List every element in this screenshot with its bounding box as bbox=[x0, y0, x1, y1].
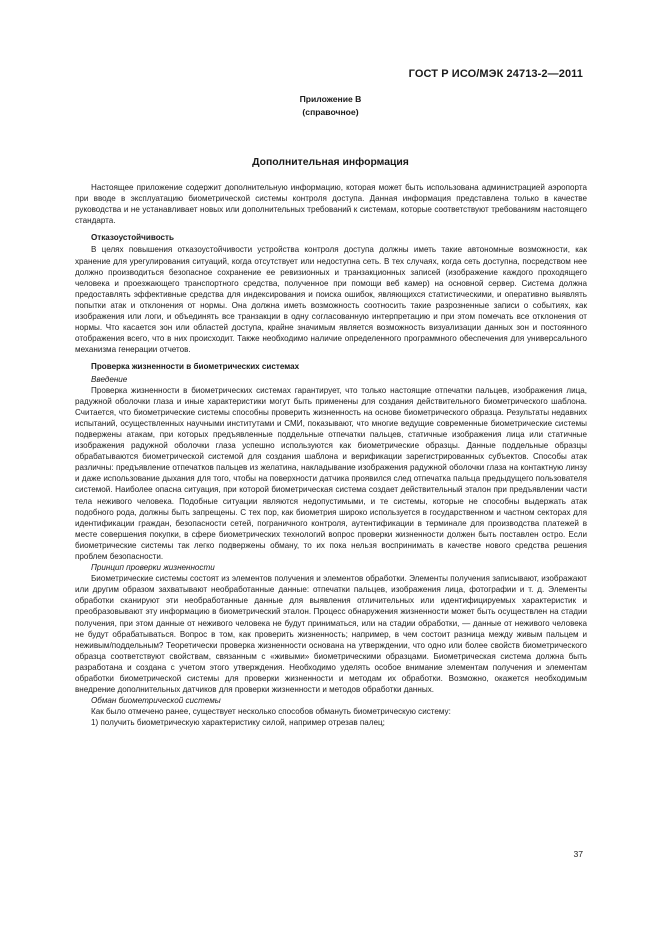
subheading-introduction: Введение bbox=[91, 374, 128, 384]
appendix-type: (справочное) bbox=[302, 107, 359, 117]
subheading-liveness-principle: Принцип проверки жизненности bbox=[91, 563, 215, 573]
section-heading-liveness: Проверка жизненности в биометрических системах bbox=[91, 362, 300, 372]
fault-tolerance-paragraph: В целях повышения отказоустойчивости устройства контроля доступа должны иметь такие автономные возможности, как хранение для урегулирования ситуаций, когда отсутствует или недоступна сеть. В тех случаях, когда сеть доступна, посредством нее должно производиться безопасное сохранение ее ревизионных и транзакционных записей (изображение каждого проходящего человека и проезжающего транспортного средства, полученное при помощи веб камер) на основной сервер. Система должна предоставлять эффективные средства для индексирования и поиска ошибок, являющихся статистическими, и оперативно выявлять попытки атак и отклонения от нормы. Она должна иметь возможность соотносить такие разрозненные записи о событиях, как изображения или логи, и объединять все транзакции в одну согласованную интерпретацию и при этом помечать все отклонения от нормы. Что касается зон или областей доступа, крайне значимым является возможность визуализации данных зон и постоянного отображения всего, что в них происходит. Также необходимо наличие определенного программного обеспечения для универсального механизма генерации отчетов. bbox=[75, 245, 587, 355]
liveness-principle-paragraph: Биометрические системы состоят из элементов получения и элементов обработки. Элементы получения записывают, изображают или другим образом захватывают необработанные данные: отпечатки пальцев, изображения лица, фотографии и т. д. Элементы обработки сканируют эти необработанные данные для выявления отличительных или идентифицируемых характеристик и преобразовывают эту информацию в биометрический эталон. Процесс обнаружения жизненности может быть осуществлен на стадии получения, при этом данные от неживого человека не будут приниматься, или на стадии обработки, — данные от неживого человека не будут обрабатываться. Вопрос в том, как проверить жизненность; например, в чем состоит разница между живым пальцем и неживым/поддельным? Теоретически проверка жизненности основана на утверждении, что одно или более свойств биометрического образца соответствуют свойствам, связанным с «живыми» биометрическими образцами. Биометрическая система должна быть разработана и создана с учетом этого утверждения. Необходимо уделять особое внимание элементам получения и элементам обработки биометрической системы для проверки жизненности и методам их обработки. Возможно, окажется необходимым внедрение дополнительных датчиков для проверки жизненности и методов обработки данных. bbox=[75, 574, 587, 695]
subheading-spoofing: Обман биометрической системы bbox=[91, 696, 221, 706]
standard-designation: ГОСТ Р ИСО/МЭК 24713-2—2011 bbox=[408, 68, 583, 80]
spoofing-paragraph: Как было отмечено ранее, существует несколько способов обмануть биометрическую систему: bbox=[91, 707, 451, 717]
liveness-intro-paragraph: Проверка жизненности в биометрических системах гарантирует, что только настоящие отпечатки пальцев, изображения лица, радужной оболочки глаза и иные характеристики могут быть применены для создания действительного биометрического шаблона. Считается, что биометрические системы способны проверить жизненность на основе биометрического образца. Результаты недавних испытаний, осуществленных научными институтами и СМИ, показывают, что многие ведущие современные биометрические системы подвержены атакам, при которых предъявленные поддельные отпечатки пальцев, статичные изображения лица или статичные изображения радужной оболочки глаза успешно используются как биометрические образцы. Данные поддельные образцы обрабатываются биометрической системой для создания шаблона и верификации зарегистрированных субъектов. Способы атак различны: предъявление отпечатков пальцев из желатина, накладывание изображения радужной оболочки глаза на контактную линзу и даже использование дыхания для того, чтобы на поверхности датчика проявился след отпечатка пальца предыдущего пользователя системой. Наиболее опасна ситуация, при которой биометрическая система создает действительный эталон при предъявлении части тела неживого человека. Подобные ситуации являются недопустимыми, и те системы, которые не способны выдержать атак подобного рода, должны быть запрещены. С тех пор, как биометрия широко используется в государственном и частном секторах для идентификации граждан, безопасности сетей, пограничного контроля, аутентификации в терминале для производства платежей в месте совершения покупки, в сфере биометрических технологий вопрос проверки жизненности должен быть поставлен остро. Если биометрические системы так легко подвержены обману, то их пока нельзя воспринимать в качестве нового средства решения проблем безопасности. bbox=[75, 385, 587, 561]
page-title: Дополнительная информация bbox=[252, 157, 409, 168]
appendix-heading bbox=[0, 93, 661, 119]
document-body bbox=[75, 182, 587, 729]
intro-paragraph: Настоящее приложение содержит дополнительную информацию, которая может быть использована администрацией аэропорта при вводе в эксплуатацию биометрической системы контроля доступа. Данная информация представлена только в качестве руководства и не устанавливает новых или дополнительных требований к системам, которые соответствуют требованиям настоящего стандарта. bbox=[75, 183, 587, 226]
appendix-label: Приложение В bbox=[299, 94, 362, 104]
section-heading-fault-tolerance: Отказоустойчивость bbox=[91, 233, 174, 243]
page-number: 37 bbox=[573, 849, 583, 859]
list-item: 1) получить биометрическую характеристику силой, например отрезав палец; bbox=[91, 718, 385, 728]
